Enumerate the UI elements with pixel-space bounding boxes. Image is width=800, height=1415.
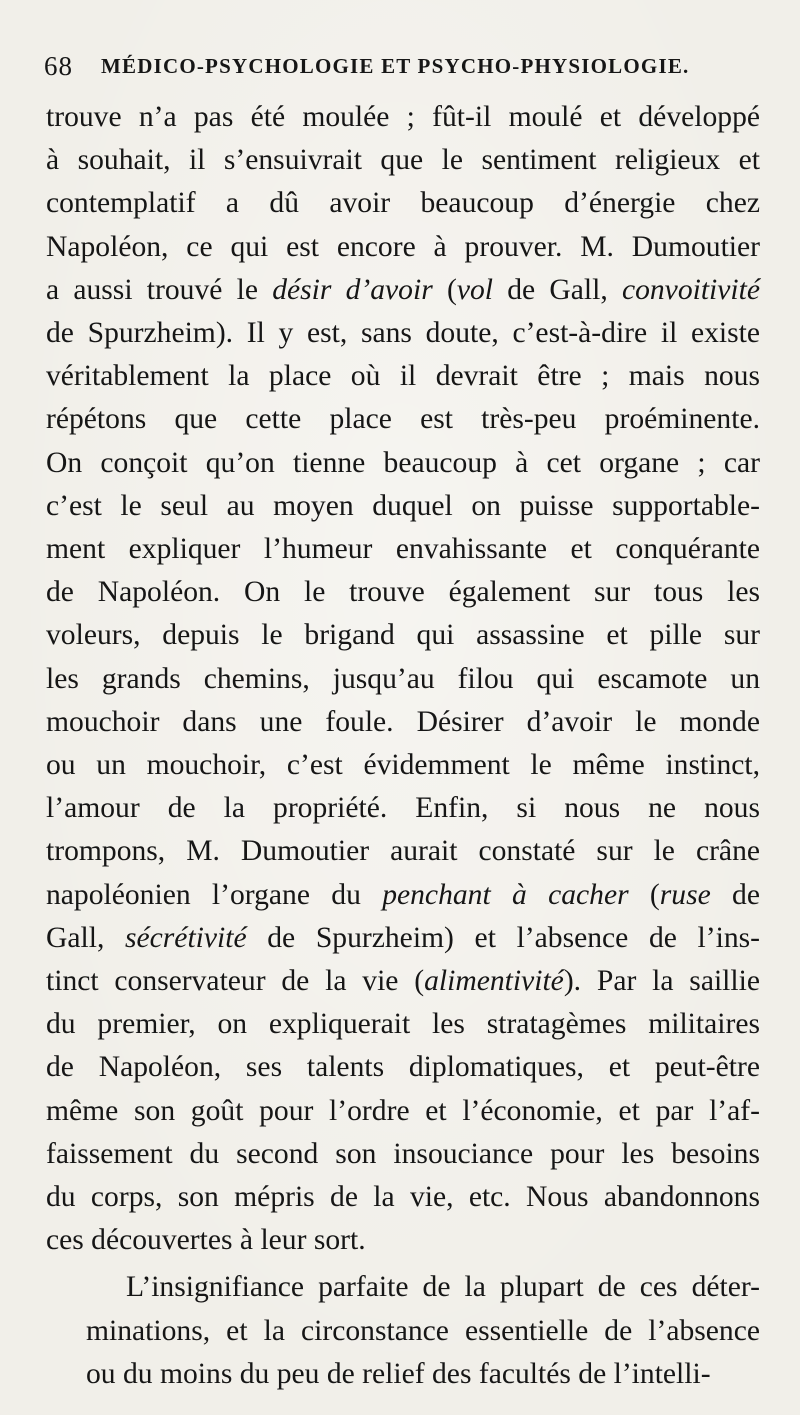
text-run: c’est le seul au moyen duquel on puisse supportable- (46, 489, 760, 522)
italic-term: ruse (659, 878, 711, 911)
text-run: du corps, son mépris de la vie, etc. Nous abandonnons (46, 1181, 760, 1214)
text-run: de Napoléon, ses talents diplomatiques, et peut-être (46, 1051, 760, 1084)
text-run: les grands chemins, jusqu’au filou qui escamote un (46, 662, 760, 695)
text-line (46, 139, 760, 182)
text-run: L’insignifiance parfaite de la plupart de ces déter- (126, 1271, 760, 1304)
text-line (46, 96, 760, 139)
text-run: de Spurzheim). Il y est, sans doute, c’est-à-dire il existe (46, 317, 760, 350)
text-run: contemplatif a dû avoir beaucoup d’énergie chez (46, 187, 760, 220)
text-line (46, 528, 760, 571)
text-run: de Spurzheim) et l’absence de l’ins- (246, 921, 760, 954)
text-run: napoléonien l’organe du (46, 878, 383, 911)
running-title: MÉDICO-PSYCHOLOGIE ET PSYCHO-PHYSIOLOGIE. (101, 53, 690, 78)
italic-term: vol (456, 273, 493, 306)
text-run: tinct conservateur de la vie ( (46, 965, 425, 998)
text-run: ( (432, 273, 457, 306)
text-line (46, 917, 760, 960)
text-line (46, 874, 760, 917)
text-run: mouchoir dans une foule. Désirer d’avoir le monde (46, 705, 760, 738)
text-line (46, 1219, 760, 1262)
text-run: répétons que cette place est très-peu proéminente. (46, 403, 760, 436)
text-run: à souhait, il s’ensuivrait que le sentiment religieux et (46, 144, 760, 177)
italic-term: désir d’avoir (272, 273, 433, 306)
text-line (46, 1176, 760, 1219)
text-line (46, 744, 760, 787)
text-line (46, 1046, 760, 1089)
text-line (46, 485, 760, 528)
text-line (46, 1090, 760, 1133)
italic-term: convoitivité (621, 273, 760, 306)
text-line (46, 658, 760, 701)
text-line (46, 442, 760, 485)
text-line (46, 226, 760, 269)
text-line (46, 1003, 760, 1046)
text-run: minations, et la circonstance essentielle de l’absence (86, 1314, 760, 1347)
page-header (44, 46, 764, 86)
text-run: même son goût pour l’ordre et l’économie, et par l’af- (46, 1094, 760, 1127)
text-run: ). Par la saillie (563, 965, 760, 998)
text-line (46, 398, 760, 441)
text-run: ou un mouchoir, c’est évidemment le même instinct, (46, 749, 760, 782)
text-run: de Gall, (492, 273, 622, 306)
text-run: trouve n’a pas été moulée ; fût-il moulé et développé (46, 101, 760, 133)
text-run: de Napoléon. On le trouve également sur tous les (46, 576, 760, 609)
text-line (46, 960, 760, 1003)
text-run: faissement du second son insouciance pour les besoins (46, 1137, 760, 1170)
text-run: Gall, (46, 921, 125, 954)
paragraph (46, 96, 760, 1262)
text-run: ou du moins du peu de relief des facultés de l’intelli- (86, 1357, 711, 1390)
paragraph (46, 1266, 760, 1396)
text-run: trompons, M. Dumoutier aurait constaté sur le crâne (46, 835, 760, 868)
italic-term: sécrétivité (125, 921, 247, 954)
text-line (46, 571, 760, 614)
text-line (46, 614, 760, 657)
text-run: ces découvertes à leur sort. (46, 1224, 366, 1257)
text-line (46, 1310, 760, 1353)
text-line (46, 1133, 760, 1176)
page-number: 68 (44, 50, 73, 81)
text-run: a aussi trouvé le (46, 273, 273, 306)
text-run: ment expliquer l’humeur envahissante et conquérante (46, 533, 760, 566)
text-line (46, 355, 760, 398)
text-line (46, 1353, 760, 1396)
text-run: du premier, on expliquerait les stratagèmes militaires (46, 1008, 760, 1041)
body-text (46, 96, 760, 1396)
italic-term: penchant à cacher (382, 878, 629, 911)
text-line (46, 1266, 760, 1309)
text-line (46, 830, 760, 873)
text-run: voleurs, depuis le brigand qui assassine et pille sur (46, 619, 760, 652)
text-line (46, 182, 760, 225)
text-run: de (710, 878, 760, 911)
text-run: véritablement la place où il devrait être ; mais nous (46, 360, 760, 393)
text-run: Napoléon, ce qui est encore à prouver. M. Dumoutier (46, 230, 760, 263)
text-line (46, 312, 760, 355)
text-run: l’amour de la propriété. Enfin, si nous ne nous (46, 792, 760, 825)
text-run: On conçoit qu’on tienne beaucoup à cet organe ; car (46, 446, 760, 479)
text-line (46, 787, 760, 830)
italic-term: alimentivité (424, 965, 564, 998)
text-line (46, 269, 760, 312)
text-run: ( (628, 878, 660, 911)
text-line (46, 701, 760, 744)
